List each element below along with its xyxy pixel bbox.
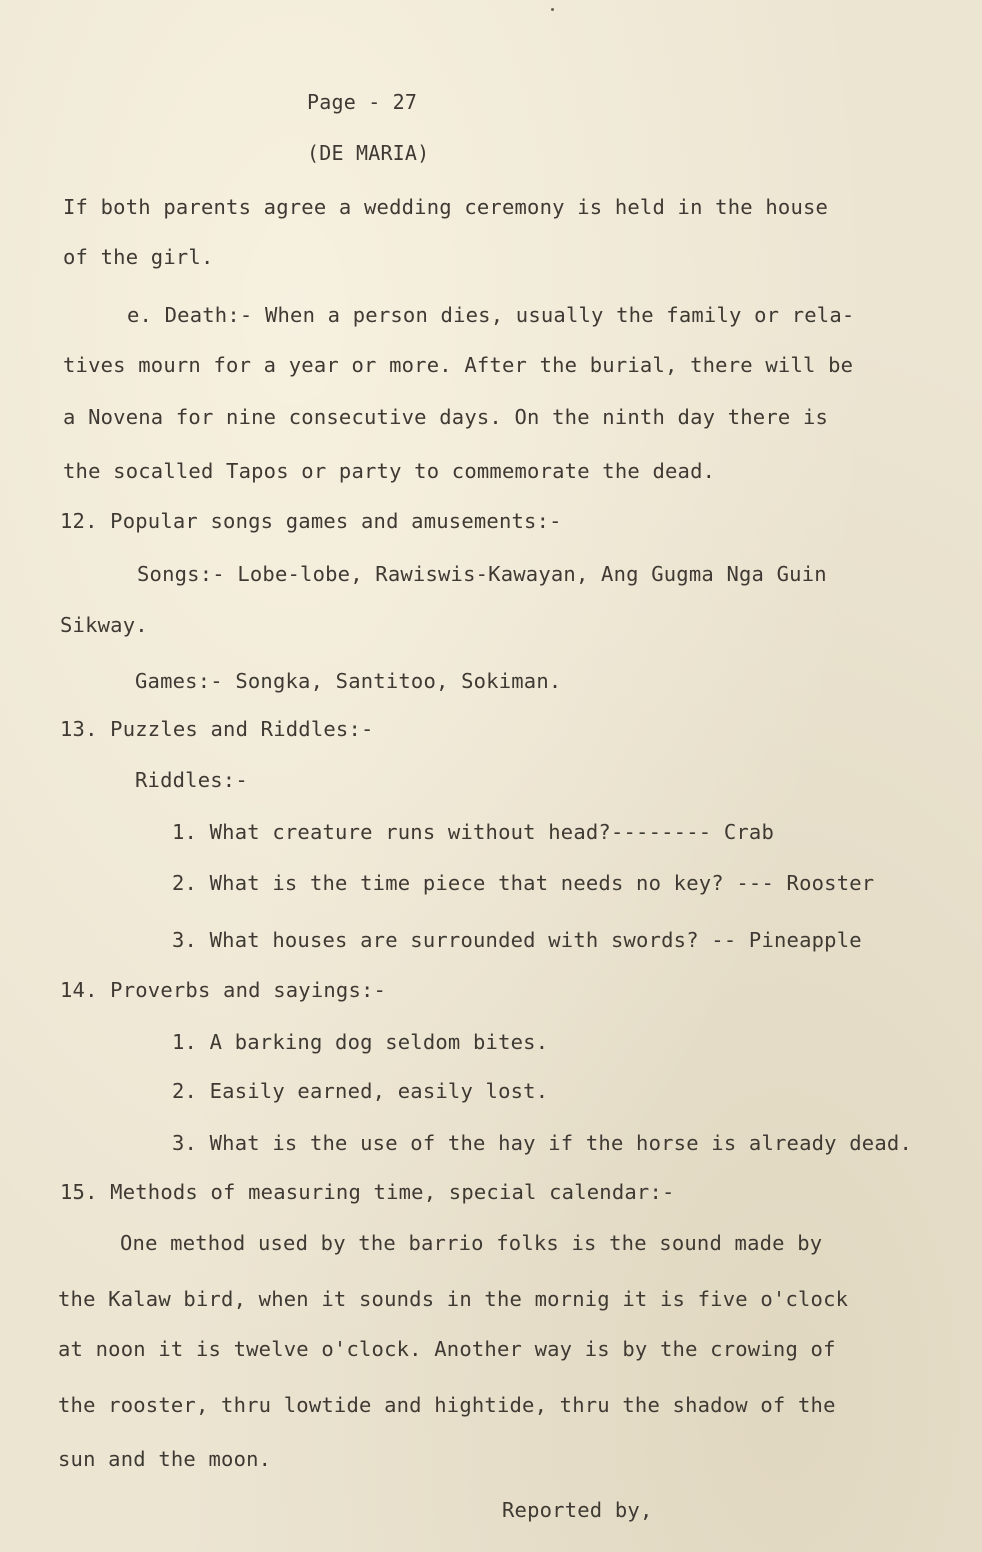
text-line: Riddles:-: [135, 768, 248, 792]
list-item: 2. What is the time piece that needs no key? --- Rooster: [172, 871, 875, 895]
text-line: the Kalaw bird, when it sounds in the mornig it is five o'clock: [58, 1287, 849, 1311]
text-line: tives mourn for a year or more. After the burial, there will be: [63, 353, 854, 377]
text-line: of the girl.: [63, 245, 214, 269]
text-line: Sikway.: [60, 613, 148, 637]
text-line: One method used by the barrio folks is the sound made by: [120, 1231, 823, 1255]
list-item: 1. A barking dog seldom bites.: [172, 1030, 549, 1054]
text-line: a Novena for nine consecutive days. On the ninth day there is: [63, 405, 829, 429]
author-heading: (DE MARIA): [307, 141, 430, 165]
text-line: e. Death:- When a person dies, usually the family or rela-: [127, 303, 855, 327]
text-line: If both parents agree a wedding ceremony is held in the house: [63, 195, 829, 219]
ink-speck: [551, 8, 554, 11]
text-line: Games:- Songka, Santitoo, Sokiman.: [135, 669, 562, 693]
list-item: 3. What is the use of the hay if the horse is already dead.: [172, 1131, 912, 1155]
signature-label: Reported by,: [502, 1498, 653, 1522]
section-heading: 15. Methods of measuring time, special calendar:-: [60, 1180, 675, 1204]
list-item: 1. What creature runs without head?-------- Crab: [172, 820, 775, 844]
text-line: the rooster, thru lowtide and hightide, thru the shadow of the: [58, 1393, 836, 1417]
list-item: 3. What houses are surrounded with swords? -- Pineapple: [172, 928, 862, 952]
text-line: the socalled Tapos or party to commemorate the dead.: [63, 459, 716, 483]
section-heading: 13. Puzzles and Riddles:-: [60, 717, 374, 741]
text-line: Songs:- Lobe-lobe, Rawiswis-Kawayan, Ang Gugma Nga Guin: [137, 562, 827, 586]
text-line: sun and the moon.: [58, 1447, 272, 1471]
page-number: Page - 27: [307, 90, 418, 114]
list-item: 2. Easily earned, easily lost.: [172, 1079, 549, 1103]
text-line: at noon it is twelve o'clock. Another way is by the crowing of: [58, 1337, 836, 1361]
section-heading: 14. Proverbs and sayings:-: [60, 978, 387, 1002]
section-heading: 12. Popular songs games and amusements:-: [60, 509, 562, 533]
